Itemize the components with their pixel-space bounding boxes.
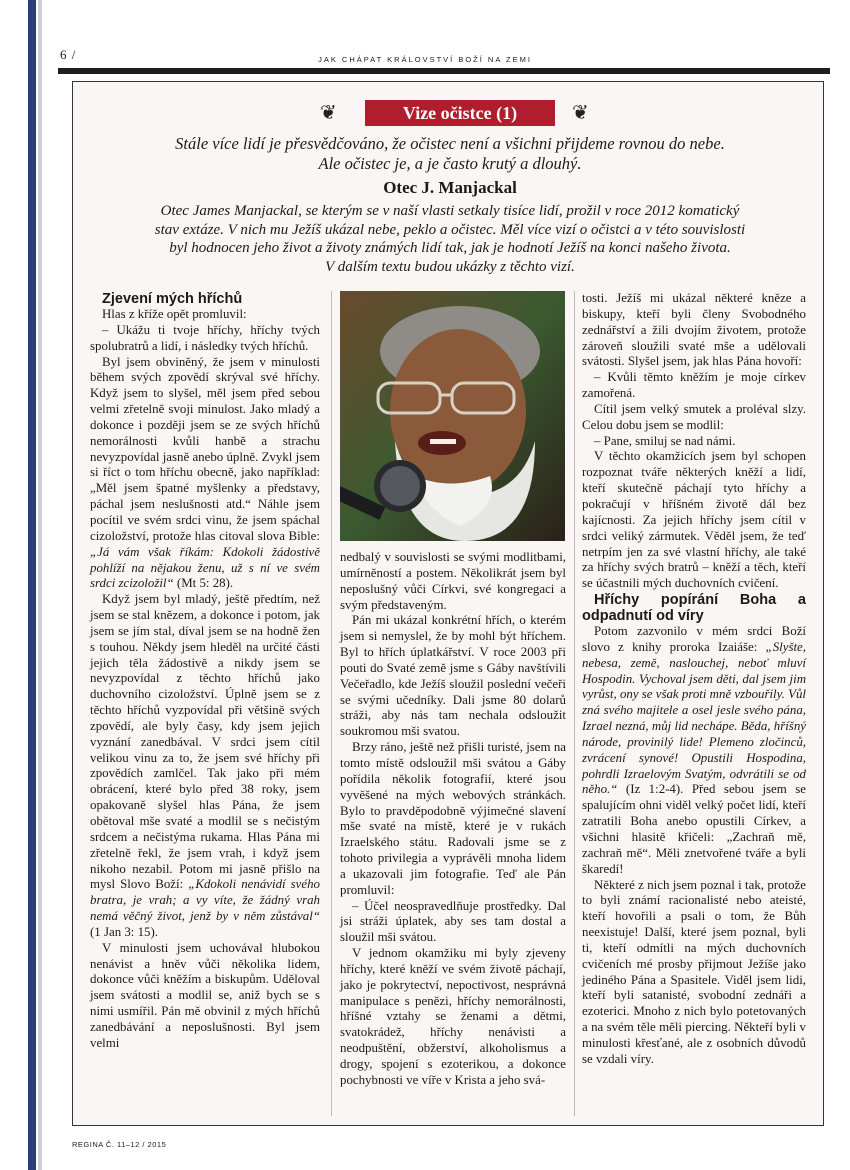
ornament-right-icon: ❦ <box>572 102 589 124</box>
paragraph: – Pane, smiluj se nad námi. <box>594 433 736 448</box>
page-number: 6 / <box>60 47 77 62</box>
article-lead <box>100 134 800 174</box>
bible-reference: (Mt 5: 28). <box>176 576 234 591</box>
paragraph: Hlas z kříže opět promluvil: <box>102 307 247 321</box>
header-rule <box>58 68 830 74</box>
paragraph <box>90 592 320 941</box>
paragraph: Brzy ráno, ještě než přišli turisté, jsem na tomto místě odsloužil mši svátou a Gáby pořídila několik fotografií, které jsou vyvěšené na mých webových stránkách. Bylo to pravděpodobně výjimečné slavení mše svaté na místě, které je v rukách Izraelského státu. Radovali jsme se z tohoto privilegia a vyprávěli mnoha lidem a ukazovali jim fotografie. Teď ale Pán promluvil: <box>340 740 566 897</box>
section-heading: Zjevení mých hříchů <box>102 291 243 307</box>
paragraph-text: Byl jsem obviněný, že jsem v minulosti během svých zpovědí skrýval své hříchy. Když jsem to slyšel, měl jsem před sebou velmi zřetelně svoji minulost. Jako mladý a dokonce i později jsem se ze svých hříchů nemorálnosti kvůli hanbě a strachu nevyzpovídal jasně anebo úplně. Zvykl jsem si říct o tom hříchu obecně, jako například: „Měl jsem špatné myšlenky a představy, páchal jsem neslušnosti atd.“ Náhle jsem pocítil ve svém srdci vinu, že jsem spáchal cizoložství, protože hlas citoval slova Bible: <box>90 354 320 543</box>
bible-reference: (1 Jan 3: 15). <box>90 924 159 939</box>
paragraph <box>582 624 806 878</box>
title-bar <box>320 100 600 126</box>
paragraph: V minulosti jsem uchovával hlubokou nenávist a hněv vůči několika lidem, dokonce vůči kněžím a biskupům. Uděloval jsem svátosti a modlil se, aniž bych se s nimi usmířil. Pán mě obvinil z mých hříchů zanedbávání a neposlušnosti. Byl jsem velmi <box>90 940 320 1050</box>
paragraph: V těchto okamžicích jsem byl schopen rozpoznat tváře některých kněží a lidí, kteří skutečně páchají tyto hříchy a pokračují v hříšném životě dál bez kajícnosti. Za jejich hříchy jsem cítil v srdci veliký zármutek. Věděl jsem, že teď netrpím jen za své vlastní hříchy, ale také za hříchy svých bratrů – kněží a těch, kteří se účastnili mých duchovních cvičení. <box>582 449 806 591</box>
column-2 <box>340 550 566 1089</box>
paragraph: Cítil jsem velký smutek a proléval slzy. Celou dobu jsem se modlil: <box>582 401 806 432</box>
paragraph <box>90 355 320 593</box>
paragraph: – Kvůli těmto kněžím je moje církev zamořená. <box>582 370 806 401</box>
column-rule <box>331 291 332 1116</box>
article-intro <box>110 202 790 276</box>
bible-reference: (Iz 1:2-4). Před sebou jsem se spalujícím ohni viděl velký počet lidí, kteří zatratili Boha anebo opustili Církev, a všichni hlasitě křičeli: „Zachraň mě, zachraň mě“. Měli znetvořené tváře a byli škaredí! <box>582 782 806 876</box>
ornament-left-icon: ❦ <box>320 102 337 124</box>
portrait-illustration <box>340 291 565 541</box>
paragraph: Některé z nich jsem poznal i tak, protože to byli známí racionalisté nebo ateisté, kteří hovořili a psali o tom, že Bůh neexistuje! Další, které jsem poznal, byli ti, kteří odmítli na mých duchovních cvičeních mé prosby přijmout Ježíše jako jediného Pána a Spasitele. Viděl jsem lidi, kteří byli satanisté, svobodní zednáři a ezoterici. Mnoho z nich bylo potetovaných a na svém těle měli piercing. Někteří byli v minulosti křesťané, ale z osobních důvodů se vzdali víry. <box>582 877 806 1066</box>
bible-quote: „Kdokoli nenávidí svého bratra, je vrah; a vy víte, že žádný vrah nemá věčný život, jenž by v něm zůstával“ <box>90 877 320 924</box>
paragraph: Pán mi ukázal konkrétní hřích, o kterém jsem si nemyslel, že by mohl být hříchem. Byl to hřích úplatkářství. V roce 2003 při pouti do Svaté země jsme s Gáby navštívili Večeřadlo, kde Ježíš sloužil poslední večeři se svými učedníky. Dali jsme 80 dolarů stráži, aby nás tam nechala odsloužit soukromou mši svatou. <box>340 613 566 739</box>
paragraph: tosti. Ježíš mi ukázal některé kněze a biskupy, kteří byli členy Svobodného zednářství a žili dvojím životem, protože zároveň sloužili svaté mše a udělovali svátosti. Slyšel jsem, jak hlas Pána hovoří: <box>582 291 806 369</box>
binding-spine <box>28 0 36 1170</box>
issue-footer: REGINA Č. 11–12 / 2015 <box>72 1140 167 1149</box>
section-heading: Hříchy popírání Boha a odpadnutí od víry <box>582 592 806 625</box>
bible-quote: „Slyšte, nebesa, země, naslouchej, neboť mluví Hospodin. Vychoval jsem děti, dal jsem jim vyrůst, ony se však proti mně vzbouřily. Vůl zná svého majitele a osel jesle svého pána, Izrael nezná, můj lid nechápe. Běda, hříšný národe, provinilý lide! Plemeno zločinců, zvrácení synové! Opustili Hospodina, pohrdli Izraelovým Svatým, odvrátili se od něho.“ <box>582 639 806 797</box>
intro-line: stav extáze. V nich mu Ježíš ukázal nebe, peklo a očistec. Měl více vizí o očistci a v této souvislosti <box>154 221 746 238</box>
column-1 <box>90 291 320 1052</box>
lead-line: Stále více lidí je přesvědčováno, že očistec není a všichni přijdeme rovnou do nebe. <box>175 134 725 153</box>
paragraph: – Účel neospravedlňuje prostředky. Dal jsi stráži úplatek, aby ses tam dostal a sloužil mši svátou. <box>340 898 566 945</box>
paragraph-text: Potom zazvonilo v mém srdci Boží slovo z knihy proroka Izaiáše: <box>582 624 806 654</box>
author-photo <box>340 291 565 541</box>
article-title: Vize očistce (1) <box>365 100 555 126</box>
paragraph-text: Když jsem byl mladý, ještě předtím, než jsem se stal knězem, a dokonce i potom, jak jsem se jím stal, díval jsem se na hodně žen s touhou. Někdy jsem hleděl na určité části jejich těla žádostivě a nikdy jsem se nevyzpovídal z těchto hříchů jako duchovního cizoložství. Úplně jsem se z těchto hříchů vyzpovídal při většině svých zpovědí, ale byly časy, kdy jsem jejich vyznání zanedbával. V srdci jsem cítil velikou vinu za to, že jsem své hříchy při zpovědích zamlčel. Tak jako při mém obrácení, které bylo před 38 roky, jsem opakovaně slyšel hlas Pána, že jsem obětoval mše svaté a modlil se s nečistým srdcem a nečistýma rukama. Hlas Pána mi zřetelně řekl, že jsem vrah, i když jsem nikoho nezabil. Potom mi jasně přišlo na mysl Slovo Boží: <box>90 592 320 892</box>
running-title: JAK CHÁPAT KRÁLOVSTVÍ BOŽÍ NA ZEMI <box>318 55 532 64</box>
paragraph: V jednom okamžiku mi byly zjeveny hříchy, které kněží ve svém životě páchají, jako je pokrytectví, nepoctivost, nesprávná manipulace s penězi, hříchy nemorálnosti, hříšné vztahy se ženami a dětmi, svatokrádež, hříchy nenávisti a neodpuštění, obžerství, alkoholismus a drogy, spojení s ezoterikou, a dokonce pochybnosti ve víře v Krista a jeho svá- <box>340 946 566 1087</box>
column-rule <box>574 291 575 1116</box>
paragraph: nedbalý v souvislosti se svými modlitbami, umírněností a postem. Několikrát jsem byl neposlušný vůči Církvi, své kongregaci a svým představeným. <box>340 550 566 612</box>
intro-line: Otec James Manjackal, se kterým se v naší vlasti setkaly tisíce lidí, prožil v roce 2012 komatický <box>160 203 740 219</box>
bible-quote: „Já vám však říkám: Kdokoli žádostivě pohlíží na nějakou ženu, už s ní ve svém srdci zcizoložil“ <box>90 544 320 591</box>
article-author: Otec J. Manjackal <box>383 178 517 197</box>
intro-line: byl hodnocen jeho život a životy známých lidí tak, jak je hodnotí Ježíš na konci našeho života. <box>169 240 731 256</box>
intro-line: V dalším textu budou ukázky z těchto vizí. <box>325 258 575 275</box>
binding-spine-inner <box>38 0 42 1170</box>
paragraph: – Ukážu ti tvoje hříchy, hříchy tvých spolubratrů a lidí, i následky tvých hříchů. <box>90 322 320 353</box>
lead-line: Ale očistec je, a je často krutý a dlouhý. <box>318 154 582 173</box>
column-3 <box>582 291 806 1068</box>
